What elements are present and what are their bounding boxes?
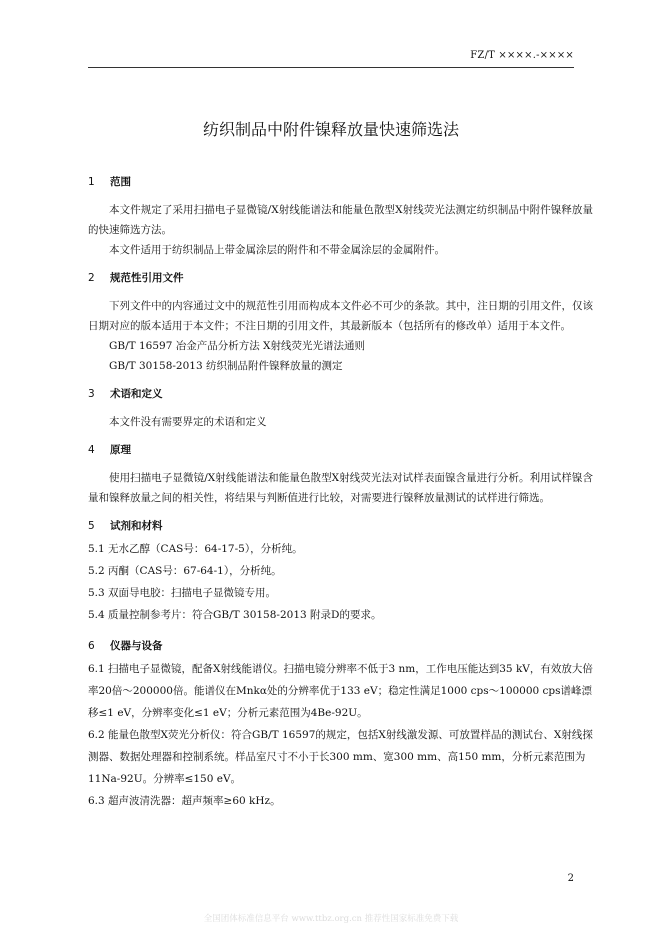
clause-item: 6.3 超声波清洗器：超声频率≥60 kHz。 — [88, 795, 281, 807]
clause-item: 6.1 扫描电子显微镜，配备X射线能谱仪。扫描电镜分辨率不低于3 nm，工作电压能达到35 kV，有效放大倍率20倍～200000倍。能谱仪在Mnkα处的分辨率优于133 eV；稳定性满足1000 cps～100000 cps谱峰漂移≤1 eV，分辨率变化≤1 eV；分析元素范围为4Be-92U。 — [88, 663, 593, 719]
section-heading-3: 3 术语和定义 — [88, 388, 163, 400]
paragraph: 下列文件中的内容通过文中的规范性引用而构成本文件必不可少的条款。其中，注日期的引用文件，仅该日期对应的版本适用于本文件；不注日期的引用文件，其最新版本（包括所有的修改单）适用于本文件。 — [88, 300, 593, 332]
clause-item: 5.4 质量控制参考片：符合GB/T 30158-2013 附录D的要求。 — [88, 609, 382, 621]
page-number: 2 — [567, 873, 574, 884]
clause-item: 6.2 能量色散型X荧光分析仪：符合GB/T 16597的规定，包括X射线激发源、可放置样品的测试台、X射线探测器、数据处理器和控制系统。样品室尺寸不小于长300 mm、宽300 mm、高150 mm，分析元素范围为11Na-92U。分辨率≤150 eV。 — [88, 729, 593, 785]
clause-item: 5.3 双面导电胶：扫描电子显微镜专用。 — [88, 587, 277, 599]
section-heading-5: 5 试剂和材料 — [88, 520, 163, 532]
clause-item: 5.2 丙酮（CAS号：67-64-1），分析纯。 — [88, 565, 282, 577]
document-code: FZ/T ××××.-×××× — [470, 50, 574, 61]
section-heading-2: 2 规范性引用文件 — [88, 272, 184, 284]
document-title: 纺织制品中附件镍释放量快速筛选法 — [202, 120, 459, 139]
section-heading-6: 6 仪器与设备 — [88, 640, 163, 652]
reference-item: GB/T 30158-2013 纺织制品附件镍释放量的测定 — [109, 360, 343, 372]
footer-watermark: 全国团体标准信息平台 www.ttbz.org.cn 推荐性国家标准免费下载 — [203, 914, 459, 924]
paragraph: 本文件规定了采用扫描电子显微镜/X射线能谱法和能量色散型X射线荧光法测定纺织制品中附件镍释放量的快速筛选方法。 — [88, 204, 593, 236]
paragraph: 使用扫描电子显微镜/X射线能谱法和能量色散型X射线荧光法对试样表面镍含量进行分析。利用试样镍含量和镍释放量之间的相关性，将结果与判断值进行比较，对需要进行镍释放量测试的试样进行筛选。 — [88, 472, 593, 504]
header-rule — [88, 67, 574, 68]
clause-item: 5.1 无水乙醇（CAS号：64-17-5），分析纯。 — [88, 543, 303, 555]
paragraph: 本文件适用于纺织制品上带金属涂层的附件和不带金属涂层的金属附件。 — [109, 244, 445, 256]
section-heading-1: 1 范围 — [88, 176, 131, 188]
section-heading-4: 4 原理 — [88, 444, 131, 456]
reference-item: GB/T 16597 冶金产品分析方法 X射线荧光光谱法通则 — [109, 340, 366, 352]
document-body — [88, 170, 593, 812]
paragraph: 本文件没有需要界定的术语和定义 — [109, 416, 267, 428]
